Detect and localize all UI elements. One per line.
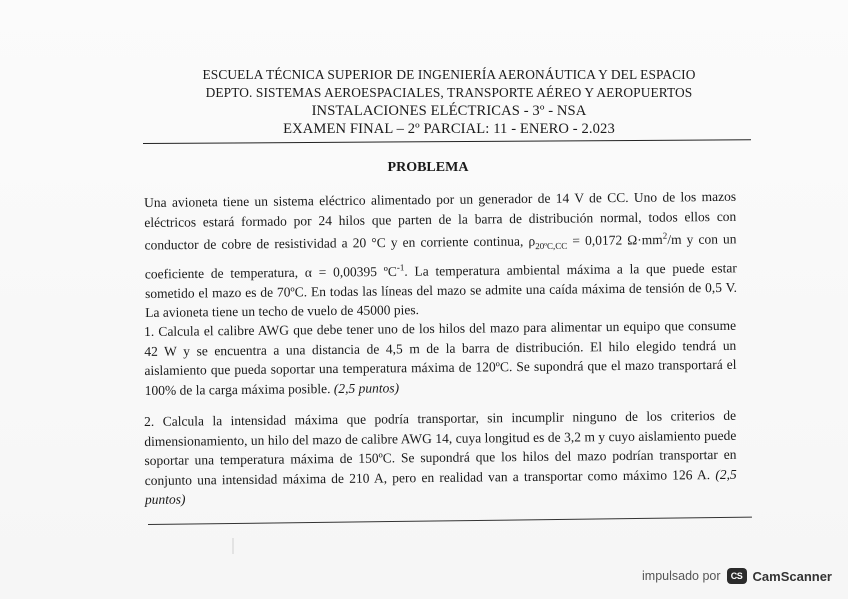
question-1-points: (2,5 puntos) <box>333 379 400 396</box>
intro-text-1: Una avioneta tiene un sistema eléctrico alimentado por un generador de 14 V de CC. Uno de los mazos eléctricos estará formado por 24 hilos que parten de la barra de distribución normal, todos ellos con conductor de cobre de resistividad a 20 °C y en corriente continua, ρ <box>144 188 737 253</box>
alpha-superscript: -1 <box>396 261 405 273</box>
header-course: INSTALACIONES ELÉCTRICAS - 3º - NSA <box>311 103 587 119</box>
question-2-points: (2,5 puntos) <box>144 466 737 507</box>
intro-text-3: /m y con un coeficiente de temperatura, α = 0,00395 ºC <box>144 231 737 282</box>
question-2 <box>144 406 737 510</box>
camscanner-watermark <box>642 566 832 586</box>
header-department: DEPTO. SISTEMAS AEROESPACIALES, TRANSPORTE AÉREO Y AEROPUERTOS <box>205 85 693 100</box>
problem-title: PROBLEMA <box>387 160 469 175</box>
header-exam-date: EXAMEN FINAL – 2º PARCIAL: 11 - ENERO - 2.023 <box>283 121 615 137</box>
mm-superscript: 2 <box>662 230 668 241</box>
watermark-prefix: impulsado por <box>642 569 721 583</box>
rho-subscript: 20ºC,CC <box>535 240 568 252</box>
header-divider <box>143 139 751 144</box>
intro-text-2: = 0,0172 Ω·mm <box>567 232 663 249</box>
scan-artifact <box>232 538 234 554</box>
question-1 <box>144 316 737 400</box>
problem-statement <box>144 187 737 323</box>
footer-divider <box>148 517 752 525</box>
exam-header <box>150 66 748 138</box>
watermark-brand: CamScanner <box>752 568 832 584</box>
intro-text-4: . La temperatura ambiental máxima a la que puede estar sometido el mazo es de 70ºC. En todas las líneas del mazo se admite una caída máxima de tensión de 0,5 V. La avioneta tiene un techo de vuelo de 45000 pies. <box>144 259 738 321</box>
question-2-text: 2. Calcula la intensidad máxima que podría transportar, sin incumplir ninguno de los criterios de dimensionamiento, un hilo del mazo de calibre AWG 14, cuya longitud es de 3,2 m y cuyo aislamiento puede soportar una temperatura máxima de 150ºC. Se supondrá que los hilos del mazo podrían transportar en conjunto una intensidad máxima de 210 A, pero en realidad van a transportar como máximo 126 A. <box>144 407 737 488</box>
camscanner-logo-icon: CS <box>727 568 747 584</box>
question-1-text: 1. Calcula el calibre AWG que debe tener uno de los hilos del mazo para alimentar un equipo que consume 42 W y se encuentra a una distancia de 4,5 m de la barra de distribución. El hilo elegido tendrá un aislamiento que pueda soportar una temperatura máxima de 120ºC. Se supondrá que el mazo transportará el 100% de la carga máxima posible. <box>144 317 737 398</box>
header-school: ESCUELA TÉCNICA SUPERIOR DE INGENIERÍA AERONÁUTICA Y DEL ESPACIO <box>202 67 696 82</box>
